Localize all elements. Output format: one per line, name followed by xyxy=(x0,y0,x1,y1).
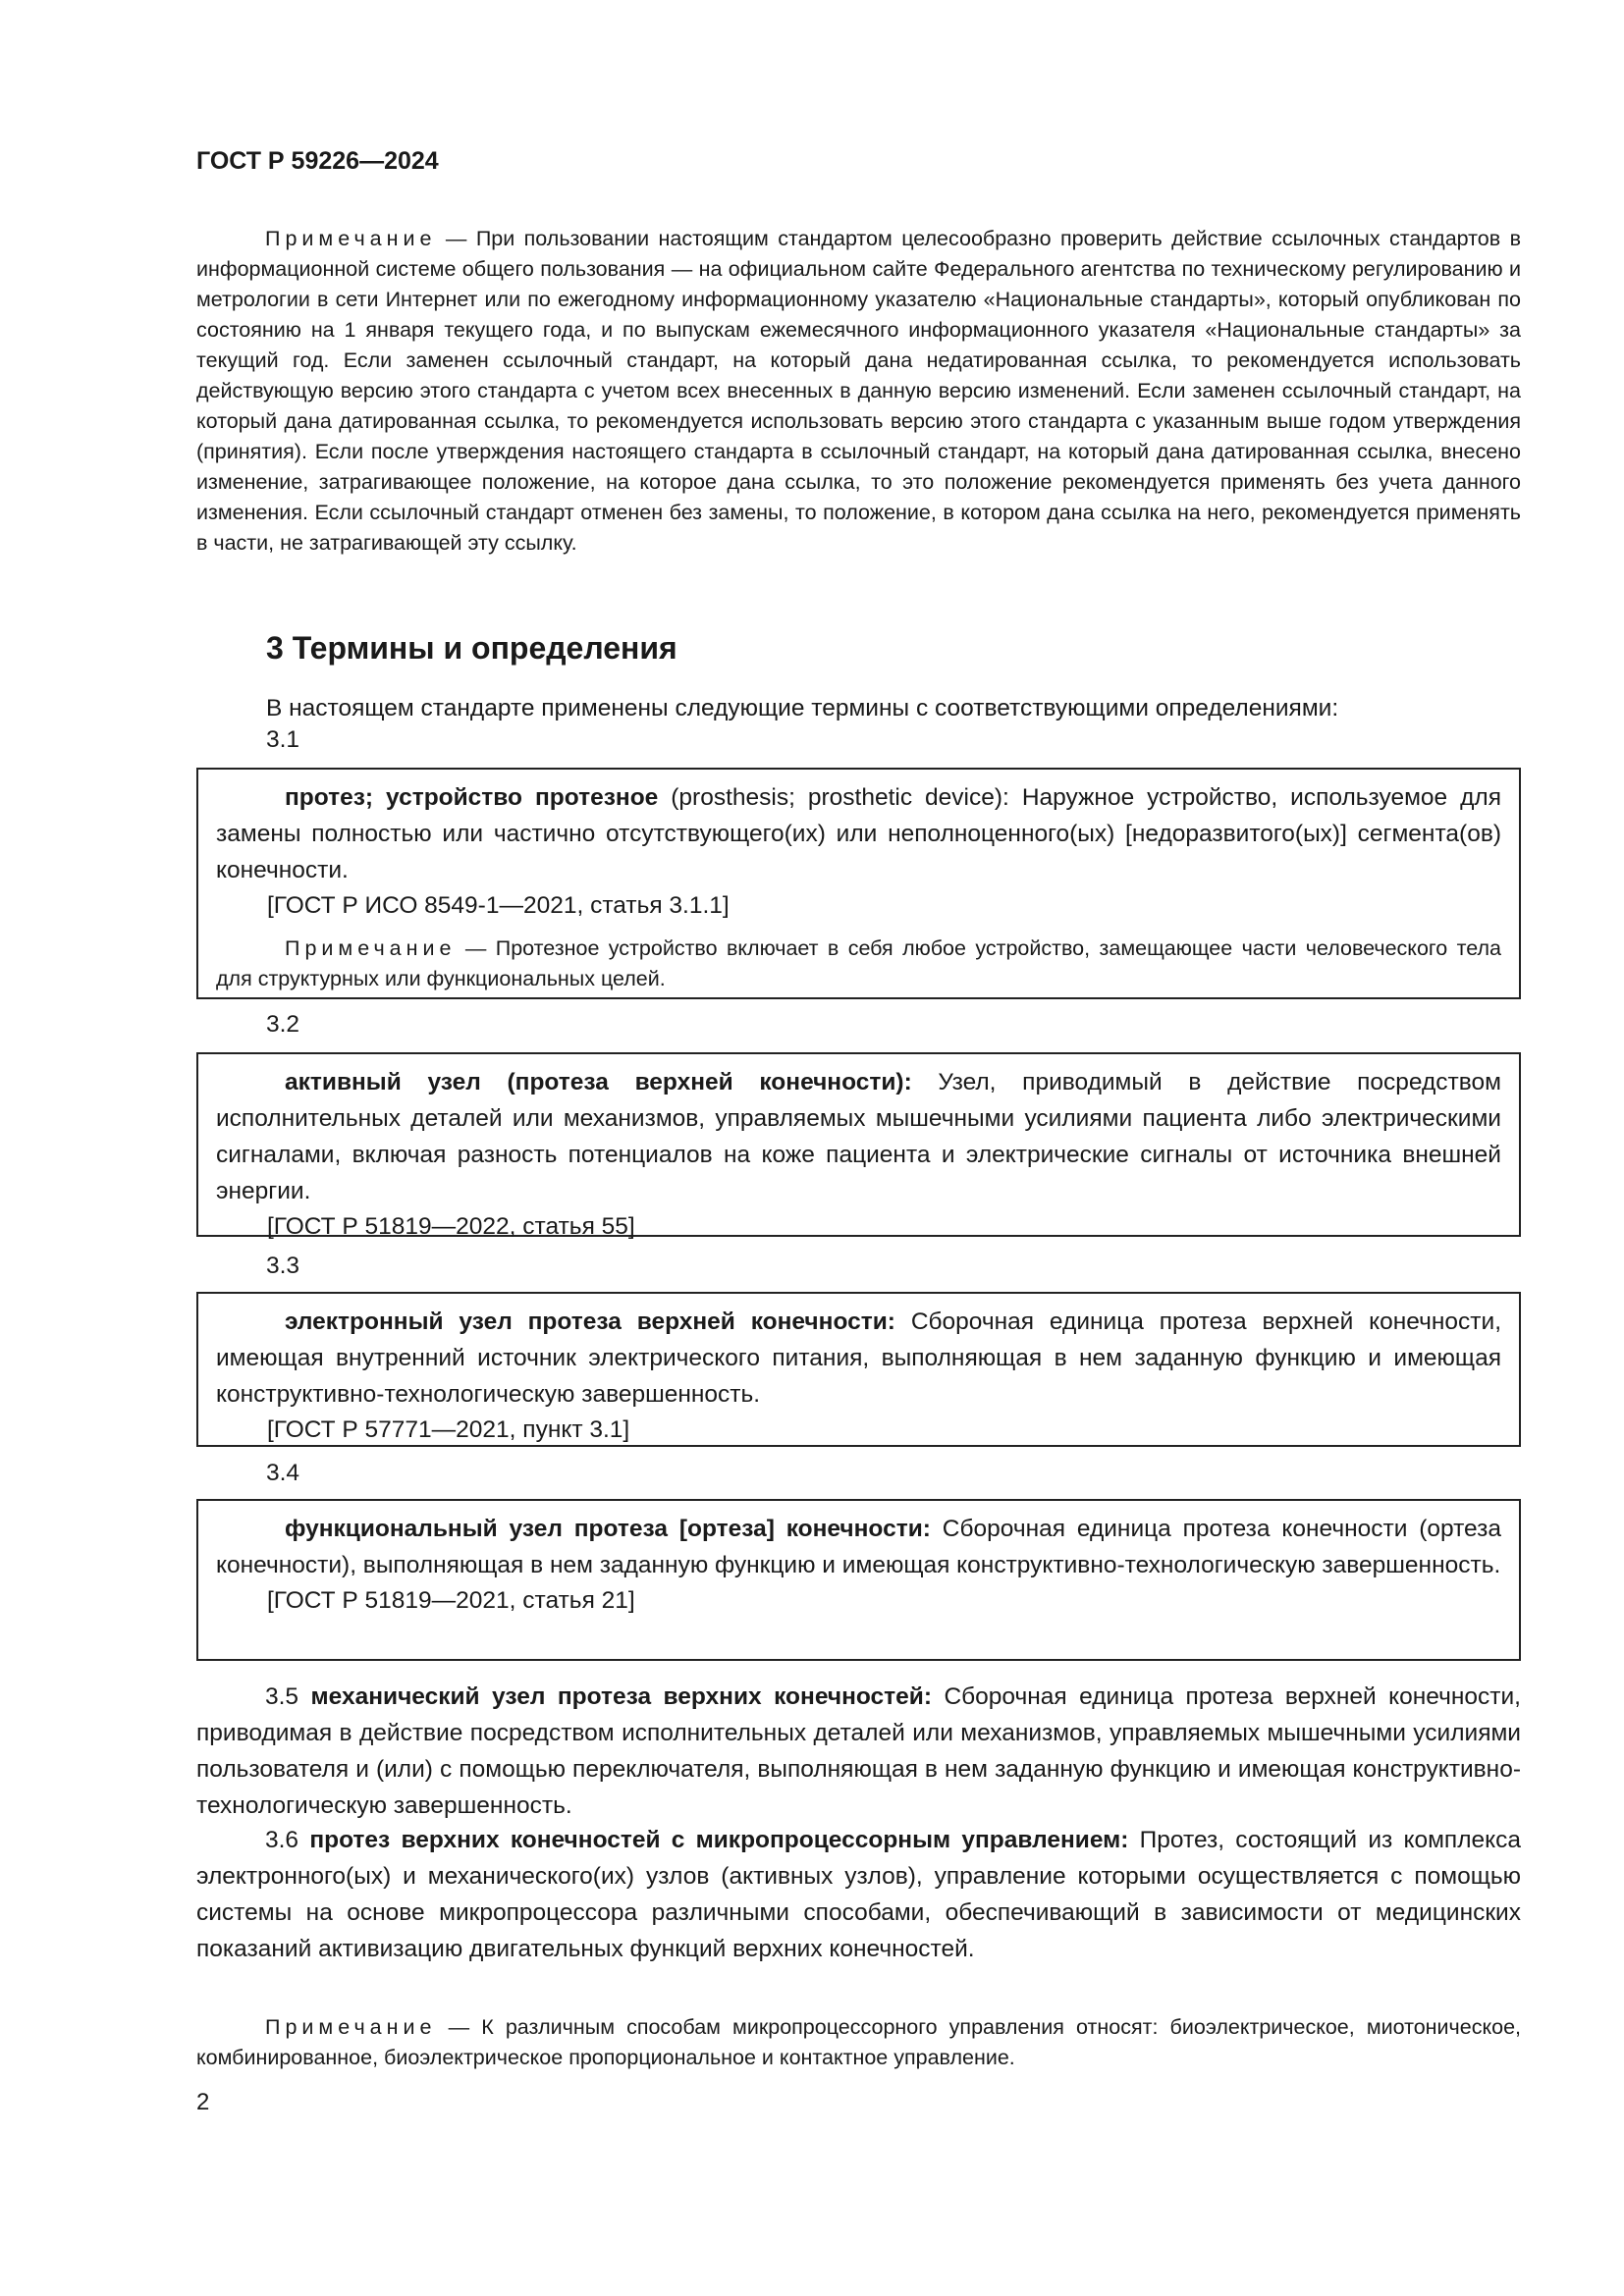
term-source: [ГОСТ Р 57771—2021, пункт 3.1] xyxy=(267,1416,630,1443)
term-box-3-4 xyxy=(196,1499,1521,1661)
note-label: Примечание xyxy=(265,227,437,250)
term-definition xyxy=(216,1304,1501,1413)
term-number: 3.5 xyxy=(265,1683,299,1710)
term-3-6 xyxy=(196,1822,1521,1967)
term-number: 3.2 xyxy=(266,1011,300,1038)
section-heading: 3 Термины и определения xyxy=(266,630,677,666)
term-3-5 xyxy=(196,1679,1521,1824)
term-def: Протез, состоящий из комплекса электронного(ых) и механического(их) узлов (активных узлов), управление которыми осуществляется с помощью системы на основе микропроцессора различными способами, обеспечивающий в зависимости от медицинских показаний активизацию двигательных функций верхних конечностей. xyxy=(196,1827,1521,1962)
term-number: 3.3 xyxy=(266,1253,300,1279)
term-definition xyxy=(216,1511,1501,1583)
term-name: активный узел (протеза верхней конечности): xyxy=(285,1069,912,1095)
term-source: [ГОСТ Р 51819—2022, статья 55] xyxy=(267,1213,635,1240)
note-text: — При пользовании настоящим стандартом целесообразно проверить действие ссылочных стандартов в информационной системе общего пользования — на официальном сайте Федерального агентства по техническому регулированию и метрологии в сети Интернет или по ежегодному информационному указателю «Национальные стандарты», который опубликован по состоянию на 1 января текущего года, и по выпускам ежемесячного информационного указателя «Национальные стандарты» за текущий год. Если заменен ссылочный стандарт, на который дана недатированная ссылка, то рекомендуется использовать действующую версию этого стандарта с учетом всех внесенных в данную версию изменений. Если заменен ссылочный стандарт, на который дана датированная ссылка, то рекомендуется использовать версию этого стандарта с указанным выше годом утверждения (принятия). Если после утверждения настоящего стандарта в ссылочный стандарт, на который дана датированная ссылка, внесено изменение, затрагивающее положение, на которое дана ссылка, то это положение рекомендуется применять без учета данного изменения. Если ссылочный стандарт отменен без замены, то положение, в котором дана ссылка на него, рекомендуется применять в части, не затрагивающей эту ссылку. xyxy=(196,227,1522,555)
page-number: 2 xyxy=(196,2089,210,2115)
note-text: — Протезное устройство включает в себя любое устройство, замещающее части человеческого тела для структурных или функциональных целей. xyxy=(216,936,1501,990)
reference-note xyxy=(196,224,1521,559)
document-header: ГОСТ Р 59226—2024 xyxy=(196,147,439,175)
term-name: функциональный узел протеза [ортеза] конечности: xyxy=(285,1516,931,1542)
term-name: протез верхних конечностей с микропроцессорным управлением: xyxy=(309,1827,1129,1853)
term-def: Сборочная единица протеза конечности (ортеза конечности), выполняющая в нем заданную функцию и имеющая конструктивно-технологическую завершенность. xyxy=(216,1516,1501,1578)
term-name: механический узел протеза верхних конечностей: xyxy=(310,1683,932,1710)
term-name: протез; устройство протезное xyxy=(285,784,659,811)
term-def: Наружное устройство, используемое для замены полностью или частично отсутствующего(их) или неполноценного(ых) [недоразвитого(ых)] сегмента(ов) конечности. xyxy=(216,784,1501,883)
term-source: [ГОСТ Р 51819—2021, статья 21] xyxy=(267,1587,635,1614)
term-number: 3.4 xyxy=(266,1460,300,1486)
note-text: — К различным способам микропроцессорного управления относят: биоэлектрическое, миотоническое, комбинированное, биоэлектрическое пропорциональное и контактное управление. xyxy=(196,2015,1522,2069)
term-def: Сборочная единица протеза верхней конечности, приводимая в действие посредством исполнительных деталей или механизмов, управляемых мышечными усилиями пользователя и (или) с помощью переключателя, выполняющая в нем заданную функцию и имеющая конструктивно-технологическую завершенность. xyxy=(196,1683,1521,1819)
term-definition xyxy=(216,1064,1501,1209)
term-3-6-note xyxy=(196,2012,1521,2073)
term-source: [ГОСТ Р ИСО 8549-1—2021, статья 3.1.1] xyxy=(267,892,730,919)
term-box-3-1 xyxy=(196,768,1521,999)
term-number: 3.6 xyxy=(265,1827,299,1853)
term-def: Узел, приводимый в действие посредством исполнительных деталей или механизмов, управляемых мышечными усилиями пациента либо электрическими сигналами, включая разность потенциалов на коже пациента и электрические сигналы от источника внешней энергии. xyxy=(216,1069,1501,1204)
term-box-3-3 xyxy=(196,1292,1521,1447)
term-english: (prosthesis; prosthetic device): xyxy=(658,784,1022,811)
note-label: Примечание xyxy=(265,2015,437,2039)
note-label: Примечание xyxy=(285,936,457,960)
term-def: Сборочная единица протеза верхней конечности, имеющая внутренний источник электрического питания, выполняющая в нем заданную функцию и имеющая конструктивно-технологическую завершенность. xyxy=(216,1308,1502,1408)
term-name: электронный узел протеза верхней конечности: xyxy=(285,1308,895,1335)
term-definition xyxy=(216,779,1501,888)
term-note xyxy=(216,934,1501,994)
term-number: 3.1 xyxy=(266,726,300,753)
section-intro: В настоящем стандарте применены следующие термины с соответствующими определениями: xyxy=(266,695,1339,721)
term-box-3-2 xyxy=(196,1052,1521,1240)
